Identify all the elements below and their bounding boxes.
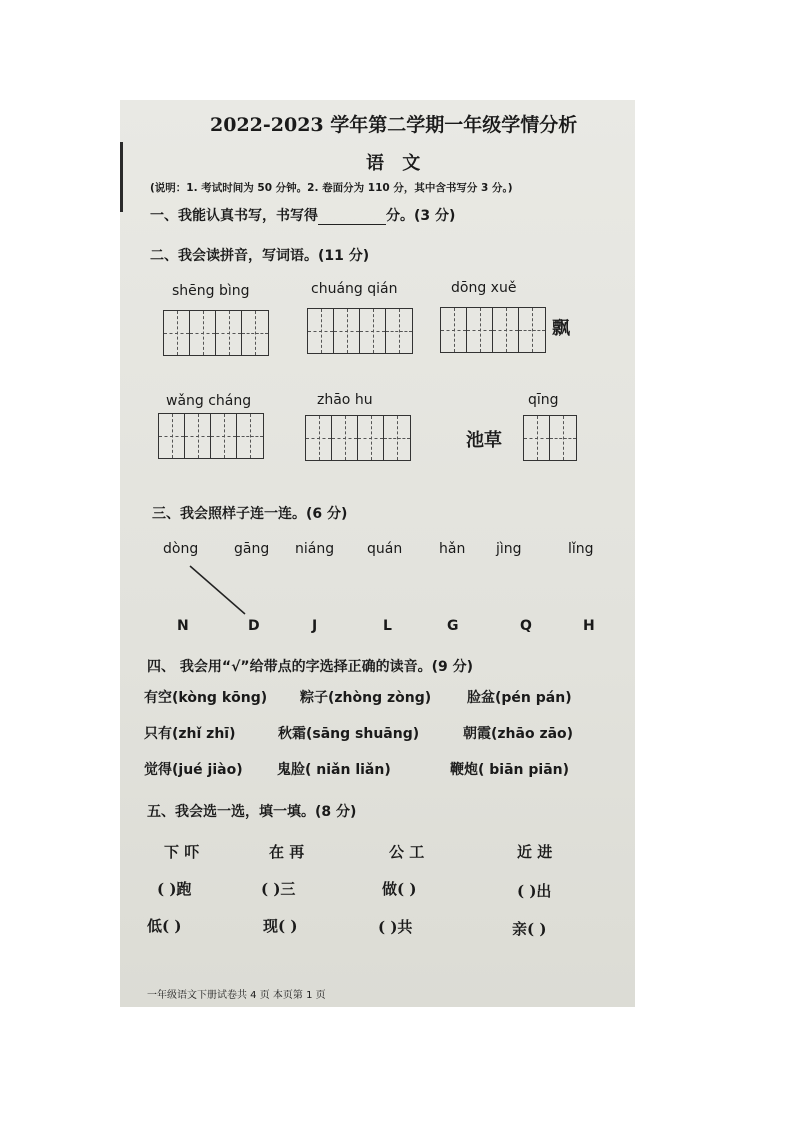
reading-item-qiushuang[interactable]: 秋霜(sāng shuāng)	[278, 726, 420, 742]
match-pinyin-han[interactable]: hǎn	[439, 541, 466, 557]
match-pinyin-dong[interactable]: dòng	[163, 541, 199, 557]
section-5-heading: 五、我会选一选，填一填。(8 分)	[147, 804, 357, 820]
match-pinyin-gang[interactable]: gāng	[234, 541, 270, 557]
section-1-label-a: 一、我能认真书写，书写得	[150, 208, 318, 224]
reading-item-juede[interactable]: 觉得(jué jiào)	[144, 762, 243, 778]
match-letter-l[interactable]: L	[383, 618, 392, 634]
word-prefix-chicao: 池草	[466, 430, 502, 451]
reading-item-lianpen[interactable]: 脸盆(pén pán)	[467, 690, 572, 706]
reading-item-zongzi[interactable]: 粽子(zhòng zòng)	[300, 690, 432, 706]
section-1-label-b: 分。(3 分)	[386, 208, 456, 224]
fill-item-xian[interactable]: 现( )	[263, 917, 298, 935]
pinyin-qing: qīng	[528, 392, 559, 408]
page-footer: 一年级语文下册试卷共 4 页 本页第 1 页	[147, 990, 326, 1001]
pinyin-zhaohu: zhāo hu	[317, 392, 373, 408]
match-letter-d[interactable]: D	[248, 618, 260, 634]
pinyin-shengbing: shēng bìng	[172, 283, 250, 299]
pinyin-wangchang: wǎng cháng	[166, 393, 252, 409]
reading-item-zhiyou[interactable]: 只有(zhǐ zhī)	[144, 726, 236, 742]
fill-item-chu[interactable]: ( )出	[517, 882, 552, 900]
match-letter-j[interactable]: J	[312, 618, 318, 634]
word-suffix-piao: 飘	[552, 318, 570, 339]
pinyin-chuangqian: chuáng qián	[311, 281, 398, 297]
reading-item-zhaoxia[interactable]: 朝霞(zhāo zāo)	[463, 726, 574, 742]
match-pinyin-jing[interactable]: jìng	[496, 541, 522, 557]
choice-group-jin: 近 进	[517, 843, 553, 861]
match-letter-n[interactable]: N	[177, 618, 189, 634]
fill-item-san[interactable]: ( )三	[261, 880, 296, 898]
match-letter-h[interactable]: H	[583, 618, 595, 634]
choice-group-xia: 下 吓	[164, 843, 200, 861]
match-pinyin-ling[interactable]: lǐng	[568, 541, 594, 557]
fill-item-di[interactable]: 低( )	[147, 917, 182, 935]
reading-item-kongkong[interactable]: 有空(kòng kōng)	[144, 690, 268, 706]
section-3-heading: 三、我会照样子连一连。(6 分)	[152, 506, 348, 522]
section-2-heading: 二、我会读拼音，写词语。(11 分)	[150, 248, 370, 264]
choice-group-gong: 公 工	[389, 843, 425, 861]
match-letter-g[interactable]: G	[447, 618, 459, 634]
fill-item-qin[interactable]: 亲( )	[512, 920, 547, 938]
fill-item-zuo[interactable]: 做( )	[382, 880, 417, 898]
match-pinyin-niang[interactable]: niáng	[295, 541, 335, 557]
fill-item-pao[interactable]: ( )跑	[157, 880, 192, 898]
reading-item-guilian[interactable]: 鬼脸( niǎn liǎn)	[277, 762, 391, 778]
subject-title: 语 文	[366, 153, 427, 174]
match-pinyin-quan[interactable]: quán	[367, 541, 403, 557]
section-4-heading: 四、 我会用“√”给带点的字选择正确的读音。(9 分)	[147, 659, 474, 675]
match-letter-q[interactable]: Q	[520, 618, 532, 634]
choice-group-zai: 在 再	[269, 843, 305, 861]
reading-item-bianpao[interactable]: 鞭炮( biān piān)	[450, 762, 570, 778]
exam-note: (说明：1. 考试时间为 50 分钟。2. 卷面分为 110 分，其中含书写分 3 分。)	[150, 182, 513, 194]
pinyin-dongxue: dōng xuě	[451, 280, 517, 296]
exam-title: 2022-2023 学年第二学期一年级学情分析	[210, 114, 578, 136]
fill-item-gongtong[interactable]: ( )共	[378, 918, 413, 936]
